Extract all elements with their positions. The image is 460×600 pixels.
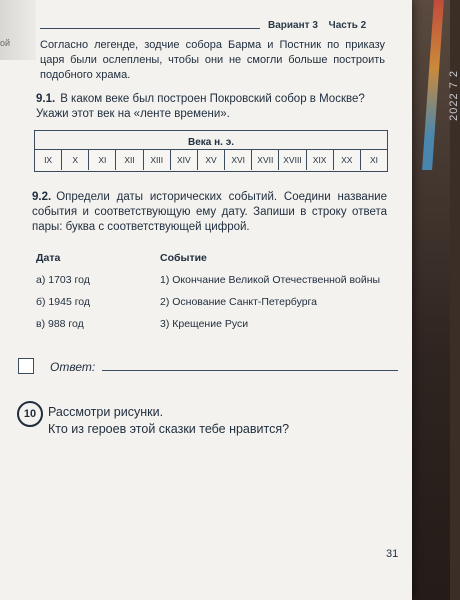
timeline-cell[interactable]: XVI — [224, 149, 251, 170]
desk-background — [406, 0, 460, 600]
date-column-header: Дата — [36, 252, 61, 264]
timeline-cell[interactable]: IX — [35, 149, 61, 170]
task-10-line-1: Рассмотри рисунки. — [48, 405, 164, 419]
page-fold — [0, 0, 36, 60]
answer-line[interactable] — [102, 370, 398, 371]
timeline-cell[interactable]: XVIII — [278, 149, 305, 170]
event-item: 2) Основание Санкт-Петербурга — [160, 296, 317, 308]
page-header — [268, 20, 374, 31]
timeline-cell[interactable]: XVII — [251, 149, 278, 170]
event-item: 1) Окончание Великой Отечественной войны — [160, 274, 381, 286]
date-item: а) 1703 год — [36, 274, 90, 286]
timeline-cell[interactable]: XIII — [143, 149, 170, 170]
task-9-2-text: Определи даты исторических событий. Соедини название события и соответствующую ему дату. Запиши в строку ответа пары: буква с соответствующей цифрой. — [32, 191, 387, 233]
intro-paragraph: Согласно легенде, зодчие собора Барма и Постник по приказу царя были ослеплены, чтобы они не смогли больше построить подобного храма. — [40, 39, 385, 81]
event-item: 3) Крещение Руси — [160, 318, 249, 330]
task-9-1-text: В каком веке был построен Покровский собор в Москве? Укажи этот век на «ленте времени». — [36, 93, 365, 120]
event-column-header: Событие — [160, 252, 207, 264]
page-number: 31 — [386, 548, 399, 560]
timeline-cell[interactable]: XI — [360, 149, 387, 170]
variant-label: Вариант 3 — [268, 20, 318, 31]
book-edge-text: 2022 7 2 — [448, 70, 460, 121]
timeline-cell[interactable]: XIX — [306, 149, 333, 170]
task-10-number-badge: 10 — [17, 401, 43, 427]
timeline-table — [34, 130, 388, 172]
date-item: б) 1945 год — [36, 296, 91, 308]
part-label: Часть 2 — [328, 20, 367, 31]
task-9-1-number: 9.1. — [36, 93, 56, 105]
timeline-cell[interactable]: XI — [88, 149, 115, 170]
task-9-1 — [36, 92, 386, 122]
timeline-cells — [35, 149, 387, 170]
timeline-cell[interactable]: X — [61, 149, 88, 170]
timeline-title: Века н. э. — [187, 137, 235, 148]
answer-checkbox[interactable] — [18, 358, 34, 374]
task-9-2-number: 9.2. — [32, 191, 52, 203]
timeline-cell[interactable]: XIV — [170, 149, 197, 170]
date-item: в) 988 год — [36, 318, 84, 330]
header-rule — [40, 28, 260, 29]
task-9-2 — [32, 190, 387, 235]
timeline-cell[interactable]: XII — [115, 149, 142, 170]
colored-book-edge — [422, 0, 444, 170]
task-10 — [48, 404, 289, 438]
corner-word: ой — [0, 38, 11, 48]
timeline-cell[interactable]: XV — [197, 149, 224, 170]
answer-label: Ответ: — [50, 360, 96, 374]
timeline-cell[interactable]: XX — [333, 149, 360, 170]
task-10-line-2: Кто из героев этой сказки тебе нравится? — [48, 422, 290, 436]
